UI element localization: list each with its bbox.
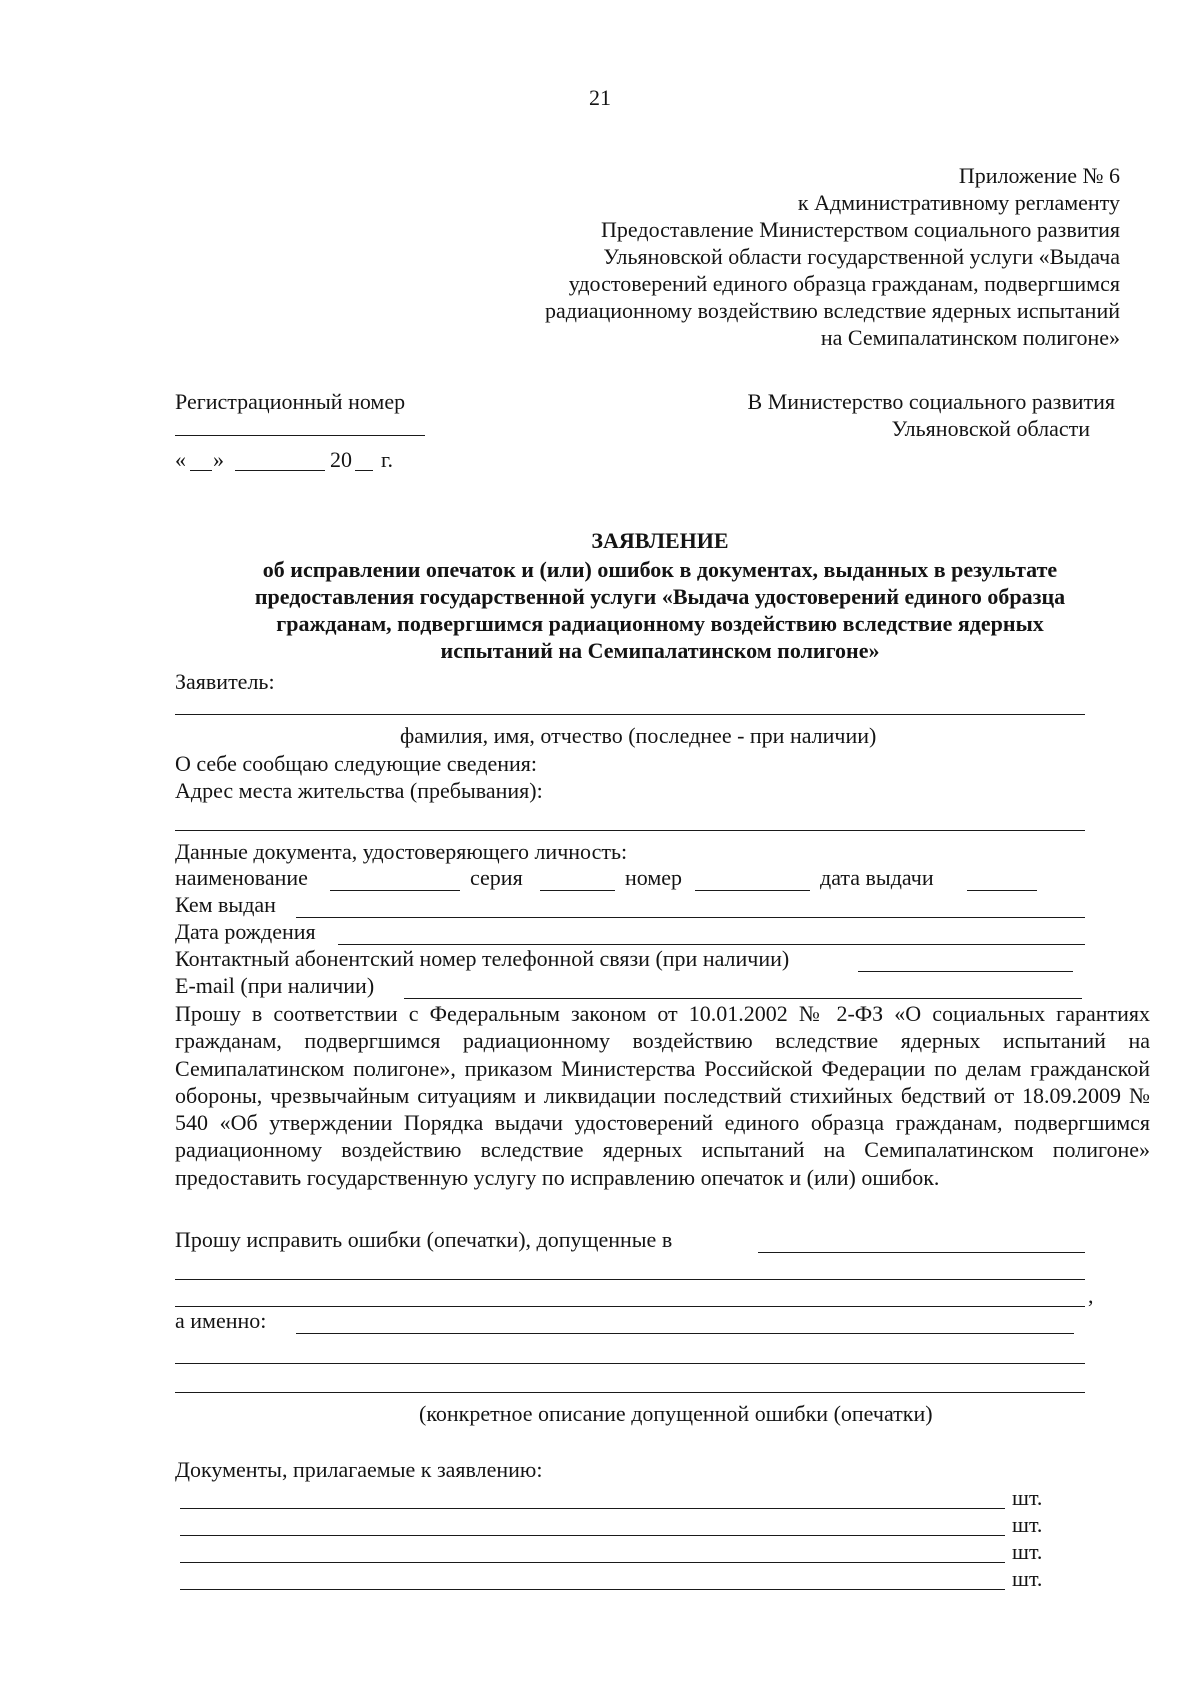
doc-series-field[interactable] [540,890,615,891]
registration-day-field[interactable] [190,470,212,471]
applicant-label: Заявитель: [175,669,275,694]
namely-field-2[interactable] [175,1363,1085,1364]
doc-number-field[interactable] [695,890,810,891]
attachment-unit: шт. [1012,1539,1043,1564]
appendix-line: на Семипалатинском полигоне» [820,325,1120,350]
doc-number-label: номер [625,865,683,890]
page-number: 21 [589,85,611,110]
attachment-field[interactable] [180,1535,1005,1536]
namely-field-1[interactable] [296,1333,1074,1334]
doc-series-label: серия [470,865,523,890]
attachment-field[interactable] [180,1508,1005,1509]
attachments-label: Документы, прилагаемые к заявлению: [175,1457,543,1482]
fix-errors-field-1[interactable] [758,1252,1085,1253]
appendix-line: Ульяновской области государственной услуги «Выдача [603,244,1120,269]
appendix-line: к Административному регламенту [797,190,1120,215]
appendix-line: удостоверений единого образца гражданам, подвергшимся [568,271,1120,296]
address-label: Адрес места жительства (пребывания): [175,778,543,803]
registration-number-field[interactable] [175,435,425,436]
registration-date-close: » [213,447,224,472]
birth-date-label: Дата рождения [175,919,316,944]
phone-field[interactable] [858,971,1073,972]
subtitle-line: гражданам, подвергшимся радиационному воздействию вследствие ядерных [276,611,1044,636]
namely-label: а именно: [175,1308,267,1333]
registration-date-open: « [175,447,186,472]
fix-errors-label: Прошу исправить ошибки (опечатки), допущенные в [175,1227,673,1252]
doc-name-field[interactable] [330,890,460,891]
document-title: ЗАЯВЛЕНИЕ [591,528,729,553]
applicant-name-field[interactable] [175,714,1085,715]
appendix-line: Приложение № 6 [958,163,1120,188]
document-subtitle [175,556,1145,664]
appendix-line: Предоставление Министерством социального развития [601,217,1120,242]
registration-label: Регистрационный номер [175,389,406,414]
attachment-unit: шт. [1012,1512,1043,1537]
phone-label: Контактный абонентский номер телефонной связи (при наличии) [175,946,790,971]
attachment-field[interactable] [180,1589,1005,1590]
subtitle-line: испытаний на Семипалатинском полигоне» [440,638,880,663]
doc-issue-date-field[interactable] [967,890,1037,891]
registration-year-suffix: г. [381,447,394,472]
attachment-field[interactable] [180,1562,1005,1563]
fix-errors-comma: , [1088,1283,1094,1308]
fix-errors-field-3[interactable] [175,1306,1085,1307]
appendix-block [420,162,1120,351]
id-document-label: Данные документа, удостоверяющего личность: [175,839,628,864]
addressee-line: Ульяновской области [891,416,1090,441]
attachment-unit: шт. [1012,1485,1043,1510]
fix-errors-field-2[interactable] [175,1279,1085,1280]
email-field[interactable] [404,998,1082,999]
registration-month-field[interactable] [235,470,325,471]
subtitle-line: об исправлении опечаток и (или) ошибок в документах, выданных в результате [262,557,1058,582]
address-field[interactable] [175,830,1085,831]
appendix-line: радиационному воздействию вследствие ядерных испытаний [545,298,1120,323]
issued-by-label: Кем выдан [175,892,276,917]
registration-year-field[interactable] [355,470,373,471]
attachment-unit: шт. [1012,1566,1043,1591]
namely-field-3[interactable] [175,1392,1085,1393]
applicant-name-caption: фамилия, имя, отчество (последнее - при наличии) [400,723,877,748]
subtitle-line: предоставления государственной услуги «Выдача удостоверений единого образца [254,584,1066,609]
description-caption: (конкретное описание допущенной ошибки (опечатки) [419,1401,933,1426]
about-label: О себе сообщаю следующие сведения: [175,751,538,776]
doc-issue-date-label: дата выдачи [820,865,934,890]
doc-name-label: наименование [175,865,308,890]
addressee-line: В Министерство социального развития [747,389,1115,414]
registration-year: 20 [330,447,352,472]
email-label: E-mail (при наличии) [175,973,375,998]
issued-by-field[interactable] [296,917,1085,918]
request-paragraph: Прошу в соответствии с Федеральным законом от 10.01.2002 № 2-ФЗ «О социальных гарантиях гражданам, подвергшимся радиационному воздействию вследствие ядерных испытаний на Семипалатинском полигоне», приказом Министерства Российской Федерации по делам гражданской обороны, чрезвычайным ситуациям и ликвидации последствий стихийных бедствий от 18.09.2009 № 540 «Об утверждении Порядка выдачи удостоверений единого образца гражданам, подвергшимся радиационному воздействию вследствие ядерных испытаний на Семипалатинском полигоне» предоставить государственную услугу по исправлению опечаток и (или) ошибок. [175,1001,1150,1190]
